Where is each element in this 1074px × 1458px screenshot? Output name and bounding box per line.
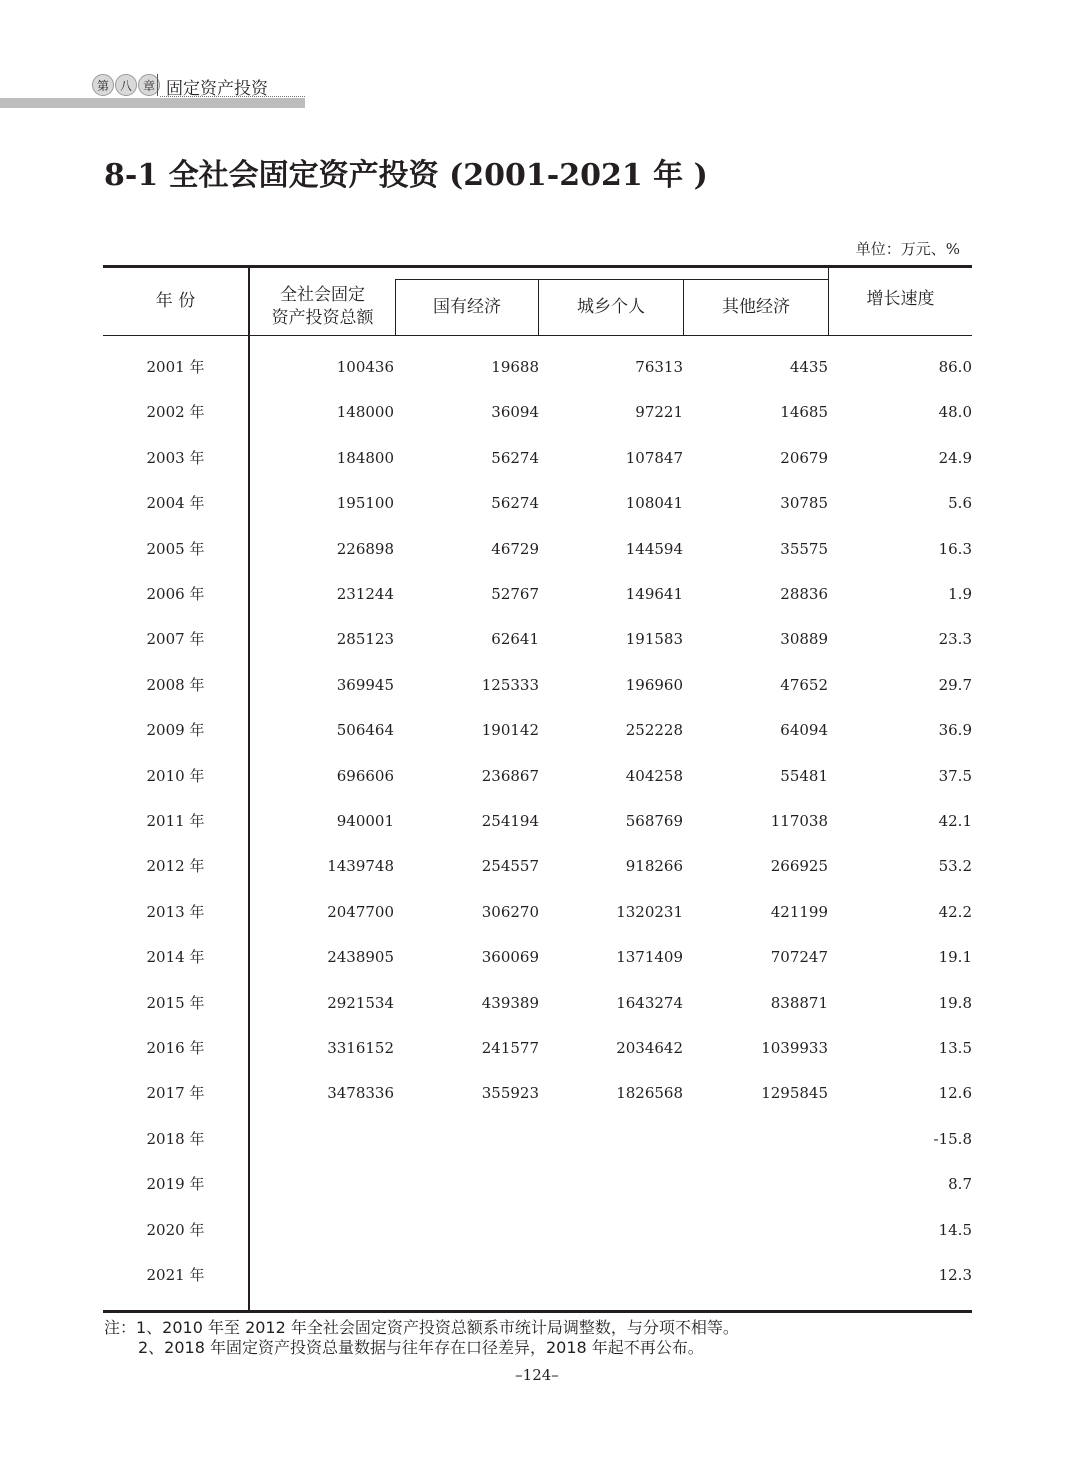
cell-growth: 29.7 [938,675,972,694]
table-row [103,811,972,856]
cell-growth: 23.3 [938,630,972,649]
cell-growth: 16.3 [938,539,972,558]
cell-urban: 144594 [625,539,683,558]
cell-other: 1039933 [761,1039,828,1057]
cell-growth: 42.1 [938,812,972,830]
cell-growth: 86.0 [938,358,972,376]
table-row [103,993,972,1038]
cell-growth: 19.8 [938,993,972,1012]
cell-year: 2002 年 [146,403,205,422]
cell-total: 100436 [336,358,394,376]
chapter-seal-2: 八 [115,74,137,96]
cell-year: 2019 年 [146,1175,205,1194]
cell-year: 2017 年 [146,1084,205,1103]
cell-state: 36094 [491,403,539,422]
cell-year: 2015 年 [146,993,205,1012]
table-row [103,675,972,720]
table-row [103,1038,972,1083]
cell-urban: 196960 [625,675,683,694]
cell-year: 2006 年 [146,585,205,603]
cell-year: 2003 年 [146,448,205,467]
cell-other: 14685 [780,403,828,422]
cell-total: 1439748 [327,857,394,876]
cell-other: 4435 [789,358,828,376]
cell-urban: 1643274 [616,993,683,1012]
cell-total: 506464 [336,721,394,740]
table-row [103,766,972,811]
table-row [103,1174,972,1219]
cell-other: 421199 [770,902,828,921]
cell-growth: 24.9 [938,448,972,467]
cell-year: 2011 年 [146,812,205,830]
cell-year: 2009 年 [146,721,205,740]
cell-total: 226898 [336,539,394,558]
cell-state: 56274 [491,494,539,513]
cell-year: 2016 年 [146,1039,205,1057]
cell-total: 2047700 [327,902,394,921]
cell-growth: 8.7 [948,1175,972,1194]
cell-other: 20679 [780,448,828,467]
header-urban: 城乡个人 [577,297,645,317]
cell-growth: 36.9 [938,721,972,740]
table-row [103,448,972,493]
cell-state: 56274 [491,448,539,467]
cell-other: 838871 [770,993,828,1012]
table-row [103,947,972,992]
table-row [103,402,972,447]
cell-state: 355923 [481,1084,539,1103]
cell-total: 3478336 [327,1084,394,1103]
note-1: 注：1、2010 年至 2012 年全社会固定资产投资总额系市统计局调整数，与分项不相等。 [104,1318,739,1337]
cell-state: 125333 [481,675,539,694]
cell-year: 2012 年 [146,857,205,876]
note-2: 2、2018 年固定资产投资总量数据与往年存在口径差异，2018 年起不再公布。 [138,1338,704,1357]
cell-year: 2008 年 [146,675,205,694]
cell-state: 254557 [481,857,539,876]
cell-state: 439389 [481,993,539,1012]
cell-year: 2010 年 [146,766,205,785]
cell-other: 30785 [780,494,828,513]
cell-state: 306270 [481,902,539,921]
cell-state: 236867 [481,766,539,785]
table-row [103,1265,972,1310]
header-year: 年 份 [155,291,196,311]
cell-year: 2014 年 [146,948,205,967]
cell-year: 2018 年 [146,1129,205,1148]
cell-growth: 19.1 [938,948,972,967]
cell-other: 707247 [770,948,828,967]
cell-other: 47652 [780,675,828,694]
cell-urban: 1826568 [616,1084,683,1103]
cell-total: 231244 [336,585,394,603]
cell-other: 1295845 [761,1084,828,1103]
table-row [103,1083,972,1128]
cell-urban: 149641 [625,585,683,603]
chapter-seal-3: 章 [138,74,160,96]
cell-total: 369945 [336,675,394,694]
table-row [103,1129,972,1174]
cell-state: 254194 [481,812,539,830]
cell-year: 2021 年 [146,1266,205,1284]
cell-state: 241577 [481,1039,539,1057]
cell-other: 35575 [780,539,828,558]
cell-urban: 191583 [625,630,683,649]
table-bottom-rule [103,1310,972,1313]
cell-growth: 12.3 [938,1266,972,1284]
cell-urban: 568769 [625,812,683,830]
cell-total: 3316152 [327,1039,394,1057]
cell-growth: 12.6 [938,1084,972,1103]
table-row [103,1220,972,1265]
cell-growth: 48.0 [938,403,972,422]
cell-year: 2004 年 [146,494,205,513]
cell-total: 195100 [336,494,394,513]
cell-state: 19688 [491,358,539,376]
cell-other: 28836 [780,585,828,603]
header-total-line1: 全社会固定 [280,285,365,305]
table-row [103,856,972,901]
cell-year: 2001 年 [146,358,205,376]
cell-urban: 1371409 [616,948,683,967]
chapter-badge [92,74,161,96]
cell-other: 55481 [780,766,828,785]
cell-state: 46729 [491,539,539,558]
header-bar [0,98,305,108]
table-notes [104,1318,739,1358]
table-row [103,357,972,402]
cell-total: 184800 [336,448,394,467]
cell-state: 360069 [481,948,539,967]
cell-growth: 53.2 [938,857,972,876]
cell-state: 190142 [481,721,539,740]
cell-year: 2013 年 [146,902,205,921]
cell-growth: 42.2 [938,902,972,921]
chapter-seal-1: 第 [92,74,114,96]
cell-growth: 5.6 [948,494,972,513]
page-number: –124– [515,1366,559,1384]
cell-other: 64094 [780,721,828,740]
cell-total: 285123 [336,630,394,649]
header-growth: 增长速度 [866,288,935,309]
table-row [103,584,972,629]
cell-total: 2921534 [327,993,394,1012]
cell-urban: 2034642 [616,1039,683,1057]
cell-urban: 108041 [625,494,683,513]
cell-year: 2005 年 [146,539,205,558]
cell-year: 2020 年 [146,1220,205,1239]
cell-growth: 13.5 [938,1039,972,1057]
cell-year: 2007 年 [146,630,205,649]
header-other: 其他经济 [722,297,790,317]
cell-other: 266925 [770,857,828,876]
table-row [103,629,972,674]
cell-other: 30889 [780,630,828,649]
header-total-line2: 资产投资总额 [271,308,374,328]
unit-label: 单位：万元、% [855,240,960,258]
table-row [103,539,972,584]
section-title: 固定资产投资 [166,79,268,99]
cell-growth: 37.5 [938,766,972,785]
cell-urban: 918266 [625,857,683,876]
cell-urban: 97221 [635,403,683,422]
header-total [250,279,395,335]
cell-growth: 14.5 [938,1220,972,1239]
table-row [103,720,972,765]
cell-total: 696606 [336,766,394,785]
cell-total: 148000 [336,403,394,422]
cell-urban: 404258 [625,766,683,785]
cell-urban: 107847 [625,448,683,467]
cell-total: 940001 [336,812,394,830]
cell-total: 2438905 [327,948,394,967]
cell-growth: 1.9 [948,585,972,603]
table-row [103,902,972,947]
cell-growth: -15.8 [933,1129,972,1148]
cell-state: 62641 [491,630,539,649]
page-title: 8-1 全社会固定资产投资 (2001-2021 年 ) [104,158,708,193]
cell-state: 52767 [491,585,539,603]
header-separator [157,74,158,96]
header-state: 国有经济 [433,297,501,317]
cell-urban: 252228 [625,721,683,740]
cell-other: 117038 [770,812,828,830]
table-row [103,493,972,538]
cell-urban: 1320231 [616,902,683,921]
cell-urban: 76313 [635,358,683,376]
